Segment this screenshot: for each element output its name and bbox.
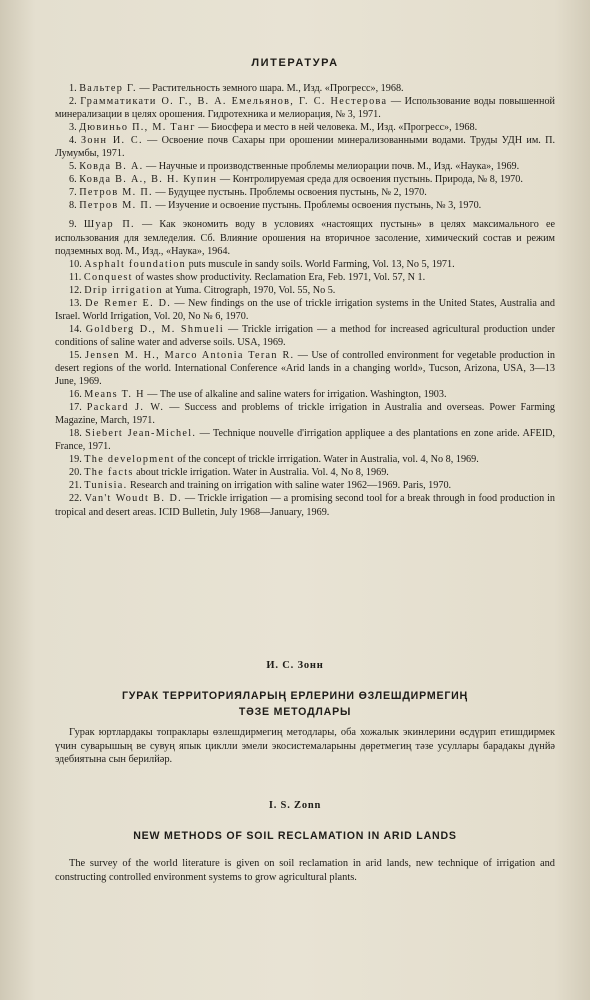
english-title: NEW METHODS OF SOIL RECLAMATION IN ARID LANDS	[133, 830, 457, 842]
reference-item	[55, 173, 555, 186]
reference-item	[55, 121, 555, 134]
reference-text: — Technique nouvelle d'irrigation appliquee a des plantations en zone aride. AFEID, France, 1971.	[55, 428, 555, 453]
reference-author: Conquest	[83, 271, 133, 283]
turkmen-author: И. С. Зонн	[266, 660, 324, 671]
reference-item	[55, 453, 555, 466]
reference-author: Asphalt foundation	[84, 258, 187, 270]
reference-number: 11.	[69, 271, 84, 283]
reference-text: — The use of alkaline and saline waters for irrigation. Washington, 1903.	[144, 389, 447, 401]
reference-number: 9.	[69, 219, 84, 231]
reference-text: of the concept of trickle irrrigation. Water in Australia, vol. 4, No 8, 1969.	[174, 454, 479, 466]
reference-item	[55, 284, 555, 297]
reference-number: 21.	[69, 480, 85, 492]
reference-text: — Научные и производственные проблемы мелиорации почв. М., Изд. «Наука», 1969.	[143, 161, 520, 173]
reference-author: Зонн И. С.	[80, 135, 143, 147]
reference-text: — Биосфера и место в ней человека. М., Изд. «Прогресс», 1968.	[195, 122, 478, 134]
reference-author: Дювиньо П., М. Танг	[79, 122, 196, 134]
reference-author: Goldberg D., M. Shmueli	[85, 323, 224, 335]
reference-item	[55, 82, 555, 95]
reference-text: — Как экономить воду в условиях «настоящих пустынь» в целях максимального ее использования для земледелия. Сб. Влияние орошения на вторичное засоление, химический состав и режим подземных вод. М., Изд., «Наука», 1964.	[55, 219, 556, 257]
reference-author: Грамматикати О. Г., В. А. Емельянов, Г. С. Нестерова	[80, 96, 388, 108]
reference-number: 7.	[69, 187, 80, 199]
turkmen-abstract: Гурак юртлардакы топраклары өзлешдирмегиң методлары, оба хожалык экинлерини өсдүрип етишдирмек үчин суварышың ве сувуң япык циклли эмели экосистемаларыны дөретмегиң тәзе усуллары барадакы дүнйә эдебиятына сын берилйәр.	[55, 727, 555, 765]
reference-number: 10.	[69, 258, 85, 270]
reference-item	[55, 466, 555, 479]
reference-number: 14.	[69, 323, 86, 335]
reference-author: The development	[84, 454, 175, 466]
reference-number: 13.	[69, 297, 86, 309]
reference-number: 3.	[69, 122, 80, 134]
reference-text: of wastes show productivity. Reclamation Era, Feb. 1971, Vol. 57, N 1.	[132, 271, 426, 283]
reference-number: 19.	[69, 454, 85, 466]
reference-number: 16.	[69, 389, 85, 401]
reference-author: Петров М. П.	[79, 200, 153, 212]
reference-author: Ковда В. А., В. Н. Купин	[79, 174, 218, 186]
reference-author: Ковда В. А.	[79, 161, 144, 173]
reference-number: 20.	[69, 467, 85, 479]
reference-item	[55, 258, 555, 271]
reference-number: 12.	[69, 284, 85, 296]
reference-text: Research and training on irrigation with saline water 1962—1969. Paris, 1970.	[127, 480, 452, 492]
reference-number: 1.	[69, 83, 80, 94]
reference-number: 5.	[69, 161, 80, 173]
reference-text: about trickle irrigation. Water in Australia. Vol. 4, No 8, 1969.	[133, 467, 389, 479]
turkmen-title-line1: ГУРАК ТЕРРИТОРИЯЛАРЫҢ ЕРЛЕРИНИ ӨЗЛЕШДИРМЕГИҢ	[122, 690, 468, 702]
reference-text: — Контролируемая среда для освоения пустынь. Природа, № 8, 1970.	[217, 174, 523, 186]
reference-author: Jensen M. H., Marco Antonia Teran R.	[85, 349, 295, 361]
reference-item	[55, 160, 555, 173]
reference-item	[55, 401, 555, 427]
reference-author: Packard J. W.	[86, 402, 165, 414]
reference-text: — New findings on the use of trickle irrigation systems in the United States, Australia and Israel. World Irrigation, Vol. 20, No № 6, 1970.	[55, 297, 555, 322]
reference-number: 6.	[69, 174, 80, 186]
reference-text: — Растительность земного шара. М., Изд. «Прогресс», 1968.	[136, 83, 404, 94]
reference-item	[55, 349, 555, 388]
reference-text: — Будущее пустынь. Проблемы освоения пустынь, № 2, 1970.	[152, 187, 427, 199]
reference-item	[55, 134, 555, 160]
reference-text: — Trickle irrigation — a promising second tool for a break through in food production in tropical and desert areas. ICID Bulletin, July 1968—January, 1969.	[55, 493, 556, 518]
reference-item	[55, 271, 555, 284]
reference-text: — Использование воды повышенной минерализации в целях орошения. Гидротехника и мелиорация, № 3, 1971.	[55, 96, 556, 121]
reference-author: Means T. H	[84, 389, 145, 401]
reference-text: — Изучение и освоение пустынь. Проблемы освоения пустынь, № 3, 1970.	[152, 200, 482, 212]
reference-number: 2.	[69, 96, 81, 108]
english-abstract: The survey of the world literature is given on soil reclamation in arid lands, new technique of irrigation and constructing controlled environment systems to grow agricultural plants.	[55, 858, 555, 883]
reference-number: 18.	[69, 428, 86, 440]
reference-text: — Success and problems of trickle irrigation in Australia and overseas. Power Farming Magazine, March, 1971.	[55, 402, 556, 427]
reference-text: puts muscule in sandy soils. World Farming, Vol. 13, No 5, 1971.	[186, 258, 455, 270]
reference-author: Петров М. П.	[79, 187, 153, 199]
reference-author: Tunisia.	[84, 480, 128, 492]
reference-text: at Yuma. Citrograph, 1970, Vol. 55, No 5.	[162, 284, 336, 296]
reference-author: Siebert Jean-Michel.	[85, 428, 197, 440]
reference-item	[55, 388, 555, 401]
reference-number: 8.	[69, 200, 80, 212]
reference-author: Вальтер Г.	[79, 83, 137, 94]
reference-item	[55, 492, 555, 518]
reference-number: 22.	[69, 493, 85, 505]
reference-number: 17.	[69, 402, 87, 414]
reference-author: Шуар П.	[83, 219, 135, 231]
turkmen-title	[0, 688, 590, 720]
reference-list	[55, 82, 555, 519]
reference-text: — Освоение почв Сахары при орошении минерализованными водами. Труды УДН им. П. Лумумбы, 1971.	[55, 135, 556, 160]
reference-item	[55, 218, 555, 257]
reference-item	[55, 479, 555, 492]
reference-number: 15.	[69, 349, 86, 361]
reference-item	[55, 323, 555, 349]
reference-author: The facts	[84, 467, 134, 479]
english-author: I. S. Zonn	[268, 800, 322, 811]
reference-author: De Remer E. D.	[85, 297, 172, 309]
reference-text: — Use of controlled environment for vegetable production in desert regions of the world. International Conference «Arid lands in a changing world», Tucson, Arizona, USA, 3—13 June, 1969.	[55, 349, 555, 388]
reference-item	[55, 297, 555, 323]
reference-item	[55, 95, 555, 121]
reference-item	[55, 186, 555, 199]
reference-author: Van't Woudt B. D.	[84, 493, 182, 505]
turkmen-title-line2: ТӘЗЕ МЕТОДЛАРЫ	[238, 706, 352, 718]
reference-author: Drip irrigation	[84, 284, 163, 296]
reference-item	[55, 427, 555, 453]
reference-number: 4.	[69, 135, 81, 147]
reference-item	[55, 199, 555, 212]
reference-text: — Trickle irrigation — a method for increased agricultural production under conditions of saline water and adverse soils. USA, 1969.	[55, 323, 555, 348]
literature-heading: ЛИТЕРАТУРА	[251, 57, 339, 69]
